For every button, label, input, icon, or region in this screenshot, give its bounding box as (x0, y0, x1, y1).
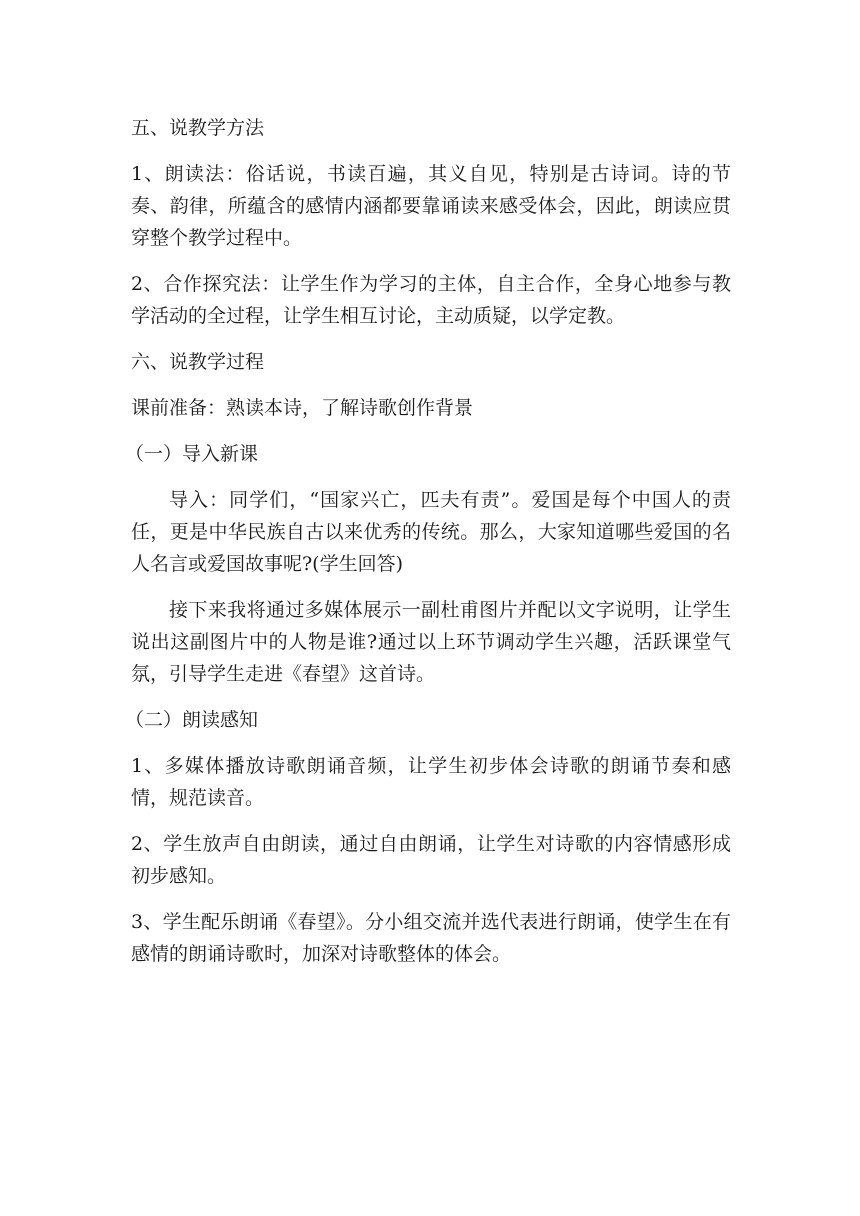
section-heading-teaching-process: 六、说教学过程 (131, 351, 265, 373)
paragraph-multimedia-display: 接下来我将通过多媒体展示一副杜甫图片并配以文字说明，让学生说出这副图片中的人物是谁?通过以上环节调动学生兴趣，活跃课堂气氛，引导学生走进《春望》这首诗。 (131, 599, 731, 685)
paragraph-audio-playback: 1、多媒体播放诗歌朗诵音频，让学生初步体会诗歌的朗诵节奏和感情，规范读音。 (131, 755, 731, 809)
subheading-introduction: （一）导入新课 (125, 443, 259, 465)
paragraph-preparation: 课前准备：熟读本诗，了解诗歌创作背景 (131, 397, 474, 419)
paragraph-free-reading: 2、学生放声自由朗读，通过自由朗诵，让学生对诗歌的内容情感形成初步感知。 (131, 833, 731, 887)
paragraph-cooperative-method: 2、合作探究法：让学生作为学习的主体，自主合作，全身心地参与教学活动的全过程，让学生相互讨论，主动质疑，以学定教。 (131, 273, 731, 327)
paragraph-music-reading: 3、学生配乐朗诵《春望》。分小组交流并选代表进行朗诵，使学生在有感情的朗诵诗歌时，加深对诗歌整体的体会。 (131, 911, 731, 965)
section-heading-teaching-methods: 五、说教学方法 (131, 117, 265, 139)
paragraph-reading-method: 1、朗读法：俗话说，书读百遍，其义自见，特别是古诗词。诗的节奏、韵律，所蕴含的感情内涵都要靠诵读来感受体会，因此，朗读应贯穿整个教学过程中。 (131, 163, 731, 249)
subheading-reading-perception: （二）朗读感知 (125, 709, 259, 731)
document-body (125, 112, 731, 984)
paragraph-introduction: 导入：同学们，“国家兴亡，匹夫有责”。爱国是每个中国人的责任，更是中华民族自古以来优秀的传统。那么，大家知道哪些爱国的名人名言或爱国故事呢?(学生回答) (131, 489, 731, 575)
